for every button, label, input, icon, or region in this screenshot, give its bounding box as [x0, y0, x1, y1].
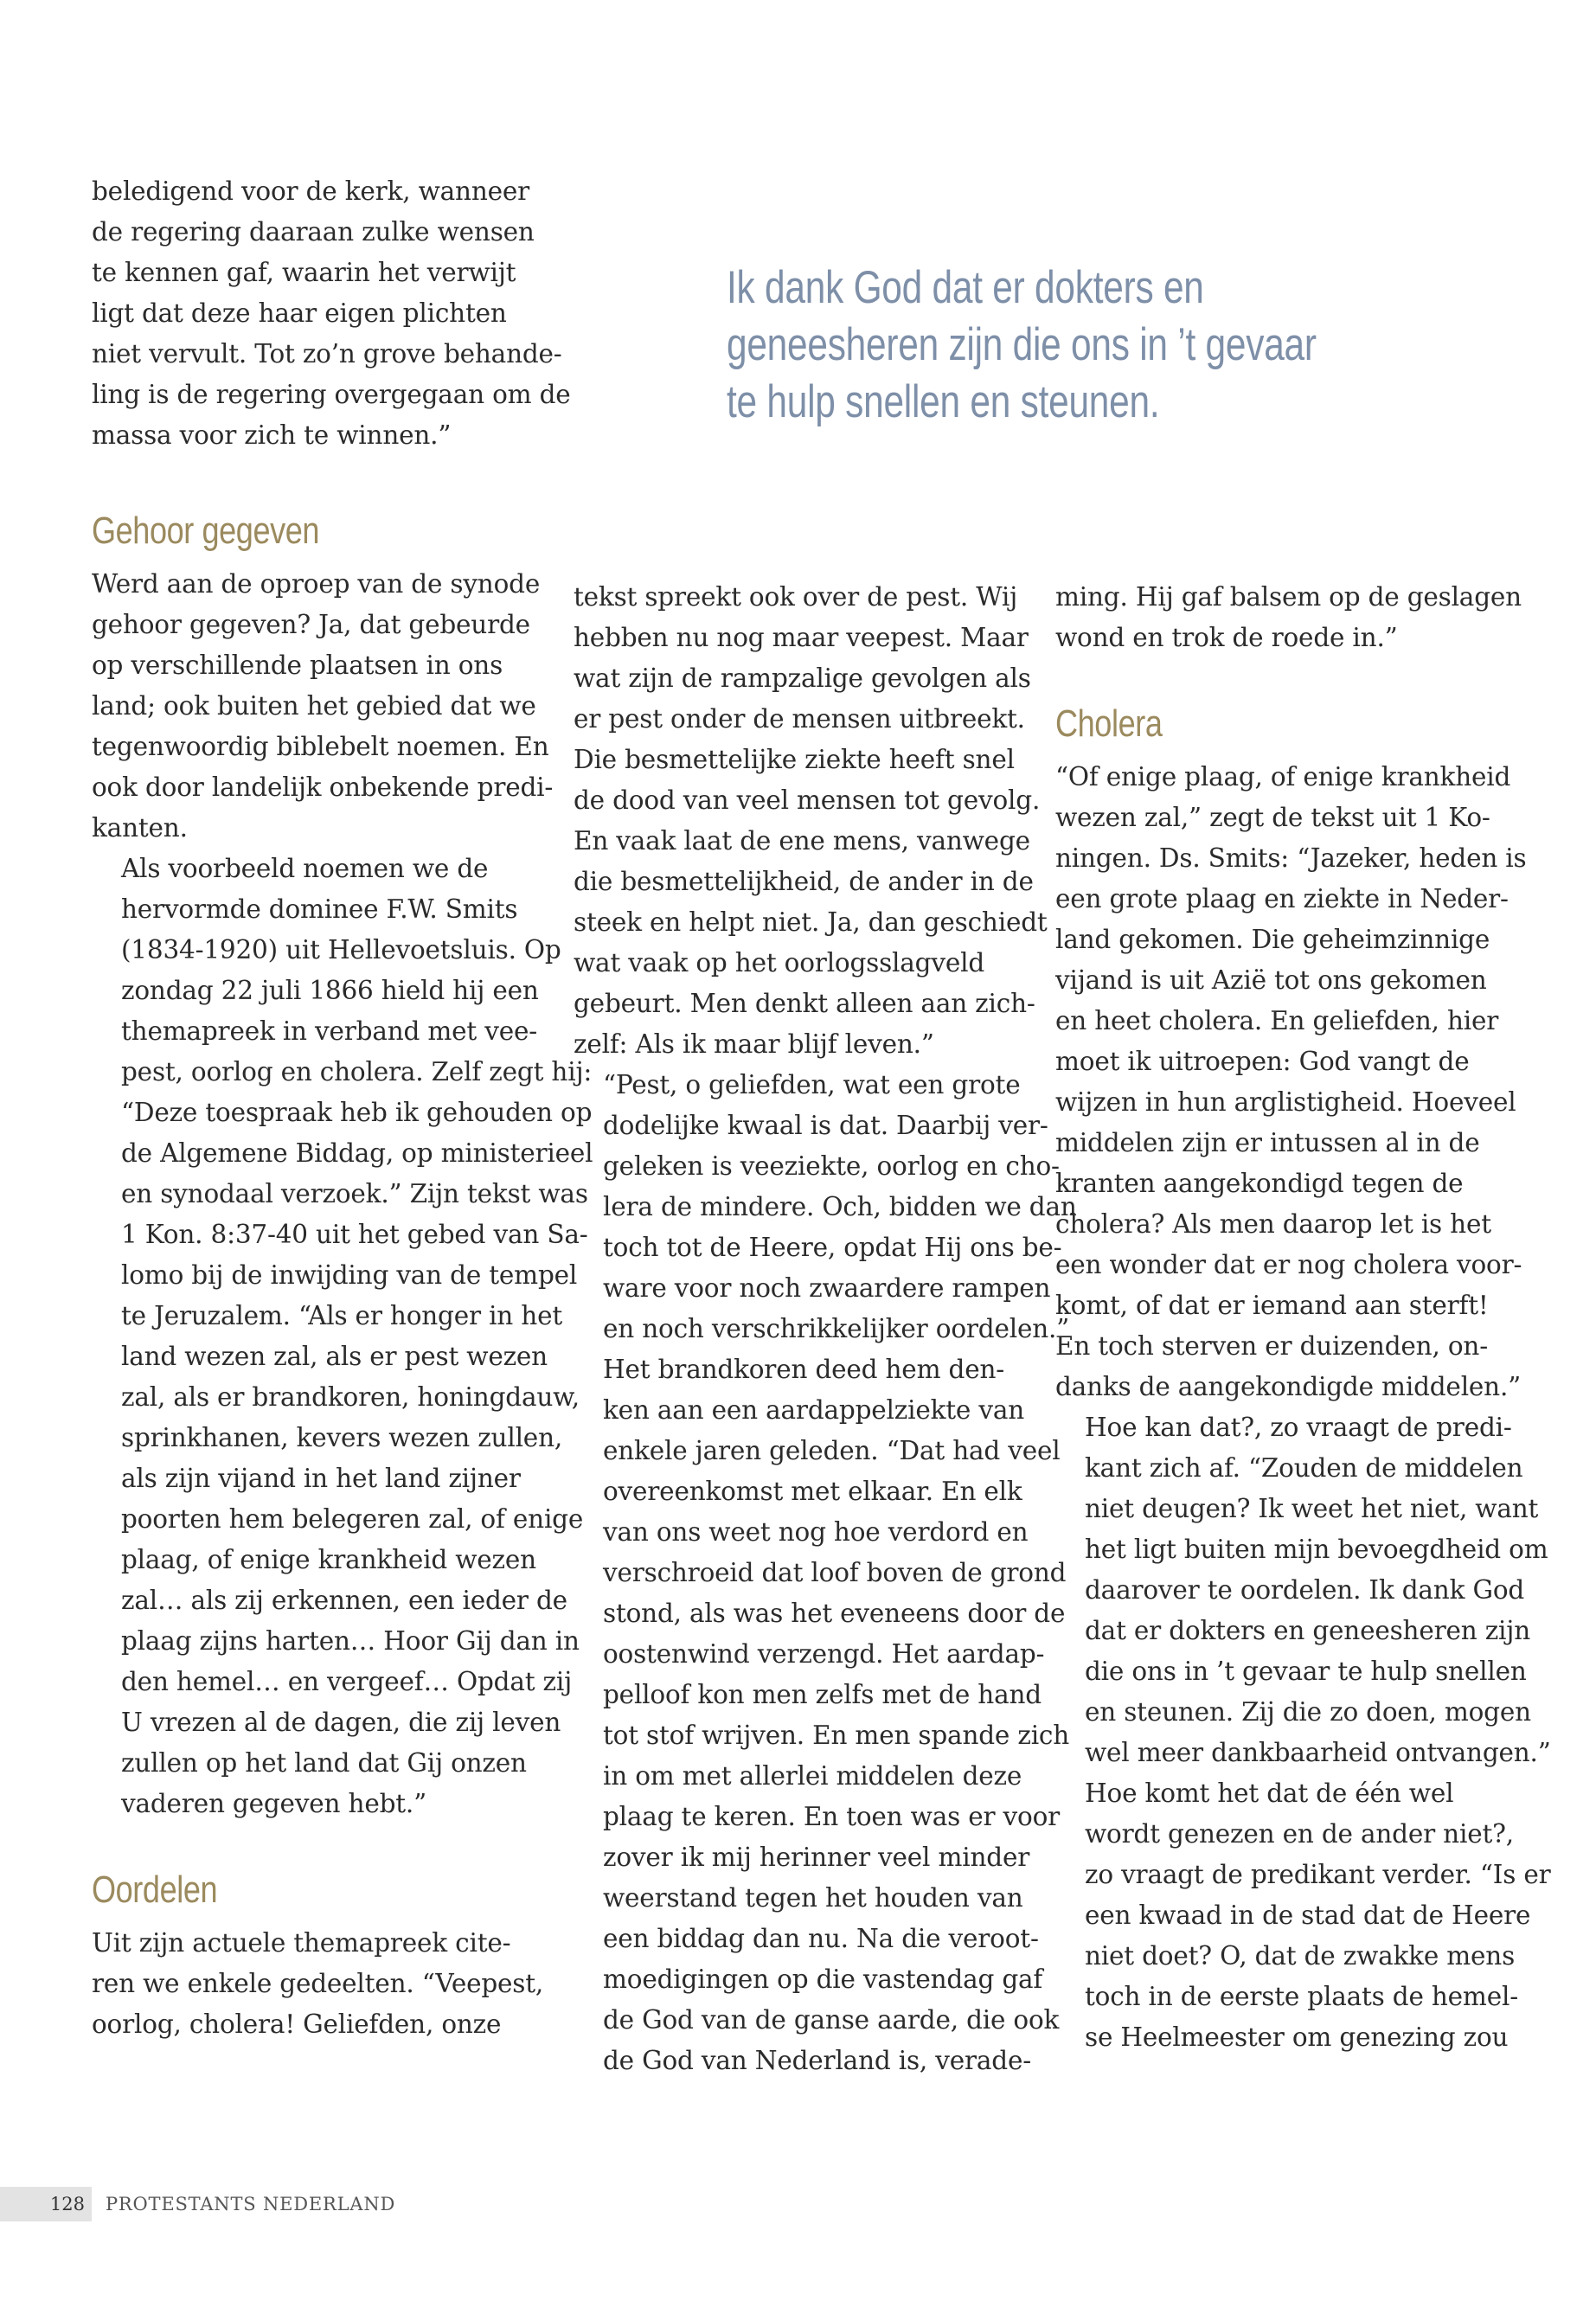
paragraph [1055, 1773, 1551, 2058]
text-line: en synodaal verzoek.” Zijn tekst was [121, 1179, 588, 1208]
text-line: het ligt buiten mijn bevoegdheid om [1085, 1535, 1548, 1564]
text-line: 1 Kon. 8:37-40 uit het gebed van Sa- [121, 1220, 588, 1249]
text-line: En toch sterven er duizenden, on- [1055, 1331, 1488, 1361]
text-line: plaag zijns harten… Hoor Gij dan in [121, 1626, 580, 1656]
text-line: wezen zal,” zegt de tekst uit 1 Ko- [1055, 803, 1490, 832]
text-line: gehoor gegeven? Ja, dat gebeurde [92, 610, 530, 639]
text-line: en steunen. Zij die zo doen, mogen [1085, 1697, 1531, 1727]
text-line: “Deze toespraak heb ik gehouden op [121, 1098, 593, 1127]
text-line: cholera? Als men daarop let is het [1055, 1209, 1491, 1239]
text-line: toch tot de Heere, opdat Hij ons be- [603, 1233, 1062, 1262]
section-heading-gehoor-gegeven: Gehoor gegeven [92, 510, 320, 552]
text-line: te Jeruzalem. “Als er honger in het [121, 1301, 562, 1330]
text-line: danks de aangekondigde middelen.” [1055, 1372, 1522, 1401]
text-line: plaag, of enige krankheid wezen [121, 1545, 536, 1574]
text-line: middelen zijn er intussen al in de [1055, 1128, 1480, 1157]
text-line: dat er dokters en geneesheren zijn [1085, 1616, 1531, 1645]
text-line: vaderen gegeven hebt.” [121, 1789, 426, 1818]
text-line: zullen op het land dat Gij onzen [121, 1748, 527, 1778]
text-line: niet deugen? Ik weet het niet, want [1085, 1494, 1539, 1523]
text-line: ling is de regering overgegaan om de [92, 380, 571, 409]
text-line: tekst spreekt ook over de pest. Wij [574, 582, 1018, 612]
text-line: ook door landelijk onbekende predi- [92, 772, 554, 802]
publication-name: PROTESTANTS NEDERLAND [106, 2194, 396, 2214]
text-line: daarover te oordelen. Ik dank God [1085, 1575, 1525, 1605]
text-line: geleken is veeziekte, oorlog en cho- [603, 1151, 1060, 1181]
text-line: U vrezen al de dagen, die zij leven [121, 1708, 561, 1737]
text-line: niet vervult. Tot zo’n grove behande- [92, 339, 562, 369]
text-line: Hoe komt het dat de één wel [1085, 1779, 1454, 1808]
text-line: wat zijn de rampzalige gevolgen als [574, 663, 1031, 693]
text-line: ming. Hij gaf balsem op de geslagen [1055, 582, 1522, 612]
text-line: moedigingen op die vastendag gaf [603, 1965, 1043, 1994]
text-line: Uit zijn actuele themapreek cite- [92, 1928, 511, 1958]
text-line: (1834-1920) uit Hellevoetsluis. Op [121, 935, 561, 965]
text-line: stond, als was het eveneens door de [603, 1599, 1066, 1628]
section-heading-cholera: Cholera [1055, 702, 1163, 745]
text-line: dodelijke kwaal is dat. Daarbij ver- [603, 1111, 1048, 1140]
text-line: wond en trok de roede in.” [1055, 623, 1398, 652]
text-line: gebeurt. Men denkt alleen aan zich- [574, 989, 1035, 1018]
text-line: overeenkomst met elkaar. En elk [603, 1477, 1022, 1506]
text-line: zal, als er brandkoren, honingdauw, [121, 1382, 580, 1412]
text-line: zo vraagt de predikant verder. “Is er [1085, 1860, 1551, 1889]
text-line: land; ook buiten het gebied dat we [92, 691, 536, 721]
text-line: niet doet? O, dat de zwakke mens [1085, 1941, 1516, 1971]
text-line: “Of enige plaag, of enige krankheid [1055, 762, 1511, 792]
text-line: in om met allerlei middelen deze [603, 1761, 1022, 1791]
paragraph [574, 1349, 1070, 2081]
text-line: Die besmettelijke ziekte heeft snel [574, 745, 1015, 774]
text-line: lomo bij de inwijding van de tempel [121, 1260, 578, 1290]
text-line: zelf: Als ik maar blijf leven.” [574, 1029, 934, 1059]
text-line: die ons in ’t gevaar te hulp snellen [1085, 1657, 1527, 1686]
text-line: se Heelmeester om genezing zou [1085, 2022, 1509, 2052]
text-line: kant zich af. “Zouden de middelen [1085, 1453, 1523, 1483]
paragraph [92, 564, 554, 849]
text-line: den hemel… en vergeef… Opdat zij [121, 1667, 573, 1696]
text-line: oorlog, cholera! Geliefden, onze [92, 2009, 502, 2039]
text-line: beledigend voor de kerk, wanneer [92, 176, 530, 206]
pull-quote [727, 260, 1317, 431]
text-line: verschroeid dat loof boven de grond [603, 1558, 1067, 1587]
text-line: Werd aan de oproep van de synode [92, 569, 541, 599]
text-line: Als voorbeeld noemen we de [121, 854, 489, 883]
text-line: enkele jaren geleden. “Dat had veel [603, 1436, 1061, 1465]
text-line: vijand is uit Azië tot ons gekomen [1055, 965, 1487, 995]
text-line: een kwaad in de stad dat de Heere [1085, 1900, 1531, 1930]
text-line: pest, oorlog en cholera. Zelf zegt hij: [121, 1057, 593, 1086]
text-line: geneesheren zijn die ons in ’t gevaar [727, 319, 1317, 370]
text-line: en noch verschrikkelijker oordelen.” [603, 1314, 1070, 1343]
text-line: hebben nu nog maar veepest. Maar [574, 623, 1029, 652]
text-line: wat vaak op het oorlogsslagveld [574, 948, 985, 977]
column-1 [92, 505, 593, 2045]
text-line: een wonder dat er nog cholera voor- [1055, 1250, 1522, 1279]
paragraph [92, 1923, 550, 2045]
text-line: de God van Nederland is, verade- [603, 2046, 1031, 2075]
text-line: te hulp snellen en steunen. [727, 376, 1160, 427]
text-line: plaag te keren. En toen was er voor [603, 1802, 1061, 1831]
text-line: de God van de ganse aarde, die ook [603, 2005, 1060, 2035]
paragraph [92, 849, 593, 1824]
text-line: en heet cholera. En geliefden, hier [1055, 1006, 1499, 1035]
text-line: hervormde dominee F.W. Smits [121, 894, 518, 924]
text-line: de Algemene Biddag, op ministerieel [121, 1138, 593, 1168]
intro-text [92, 171, 571, 456]
text-line: toch in de eerste plaats de hemel- [1085, 1982, 1518, 2011]
text-line: ren we enkele gedeelten. “Veepest, [92, 1969, 544, 1998]
text-line: poorten hem belegeren zal, of enige [121, 1504, 584, 1534]
text-line: Hoe kan dat?, zo vraagt de predi- [1085, 1413, 1512, 1442]
text-line: wijzen in hun arglistigheid. Hoeveel [1055, 1087, 1516, 1117]
text-line: die besmettelijkheid, de ander in de [574, 867, 1034, 896]
page-number: 128 [0, 2187, 92, 2221]
text-line: lera de mindere. Och, bidden we dan [603, 1192, 1077, 1221]
paragraph [1055, 757, 1540, 1407]
text-line: komt, of dat er iemand aan sterft! [1055, 1291, 1489, 1320]
text-line: zover ik mij herinner veel minder [603, 1843, 1030, 1872]
text-line: moet ik uitroepen: God vangt de [1055, 1047, 1470, 1076]
text-line: oostenwind verzengd. Het aardap- [603, 1639, 1045, 1669]
text-line: kanten. [92, 813, 188, 843]
text-line: te kennen gaf, waarin het verwijt [92, 258, 516, 287]
text-line: “Pest, o geliefden, wat een grote [603, 1070, 1021, 1099]
text-line: land gekomen. Die geheimzinnige [1055, 925, 1490, 954]
text-line: pelloof kon men zelfs met de hand [603, 1680, 1042, 1709]
text-line: ware voor noch zwaardere rampen [603, 1273, 1051, 1303]
text-line: tot stof wrijven. En men spande zich [603, 1721, 1070, 1750]
text-line: En vaak laat de ene mens, vanwege [574, 826, 1030, 856]
text-line: sprinkhanen, kevers wezen zullen, [121, 1423, 563, 1452]
paragraph [574, 1065, 1077, 1349]
paragraph [1055, 577, 1540, 658]
section-heading-oordelen: Oordelen [92, 1868, 218, 1911]
text-line: tegenwoordig biblebelt noemen. En [92, 732, 549, 761]
text-line: themapreek in verband met vee- [121, 1016, 538, 1046]
text-line: ningen. Ds. Smits: “Jazeker, heden is [1055, 843, 1527, 873]
text-line: zondag 22 juli 1866 hield hij een [121, 976, 539, 1005]
text-line: steek en helpt niet. Ja, dan geschiedt [574, 907, 1048, 937]
text-line: op verschillende plaatsen in ons [92, 651, 503, 680]
text-line: een grote plaag en ziekte in Neder- [1055, 884, 1509, 913]
text-line: Ik dank God dat er dokters en [727, 262, 1204, 313]
text-line: zal… als zij erkennen, een ieder de [121, 1586, 567, 1615]
text-line: weerstand tegen het houden van [603, 1883, 1023, 1913]
text-line: van ons weet nog hoe verdord en [603, 1517, 1029, 1547]
column-3 [1055, 577, 1551, 2058]
text-line: als zijn vijand in het land zijner [121, 1464, 521, 1493]
text-line: er pest onder de mensen uitbreekt. [574, 704, 1025, 734]
column-2 [574, 577, 1077, 2081]
text-line: de dood van veel mensen tot gevolg. [574, 785, 1041, 815]
text-line: Het brandkoren deed hem den- [603, 1355, 1005, 1384]
text-line: wordt genezen en de ander niet?, [1085, 1819, 1514, 1849]
paragraph [574, 577, 1048, 1065]
text-line: de regering daaraan zulke wensen [92, 217, 535, 247]
paragraph [1055, 1407, 1551, 1773]
text-line: een biddag dan nu. Na die veroot- [603, 1924, 1039, 1953]
text-line: massa voor zich te winnen.” [92, 420, 452, 450]
text-line: wel meer dankbaarheid ontvangen.” [1085, 1738, 1551, 1767]
intro-paragraph [92, 171, 571, 456]
text-line: ligt dat deze haar eigen plichten [92, 298, 507, 328]
text-line: kranten aangekondigd tegen de [1055, 1169, 1464, 1198]
page-footer [0, 2187, 519, 2221]
text-line: ken aan een aardappelziekte van [603, 1395, 1025, 1425]
text-line: land wezen zal, als er pest wezen [121, 1342, 548, 1371]
